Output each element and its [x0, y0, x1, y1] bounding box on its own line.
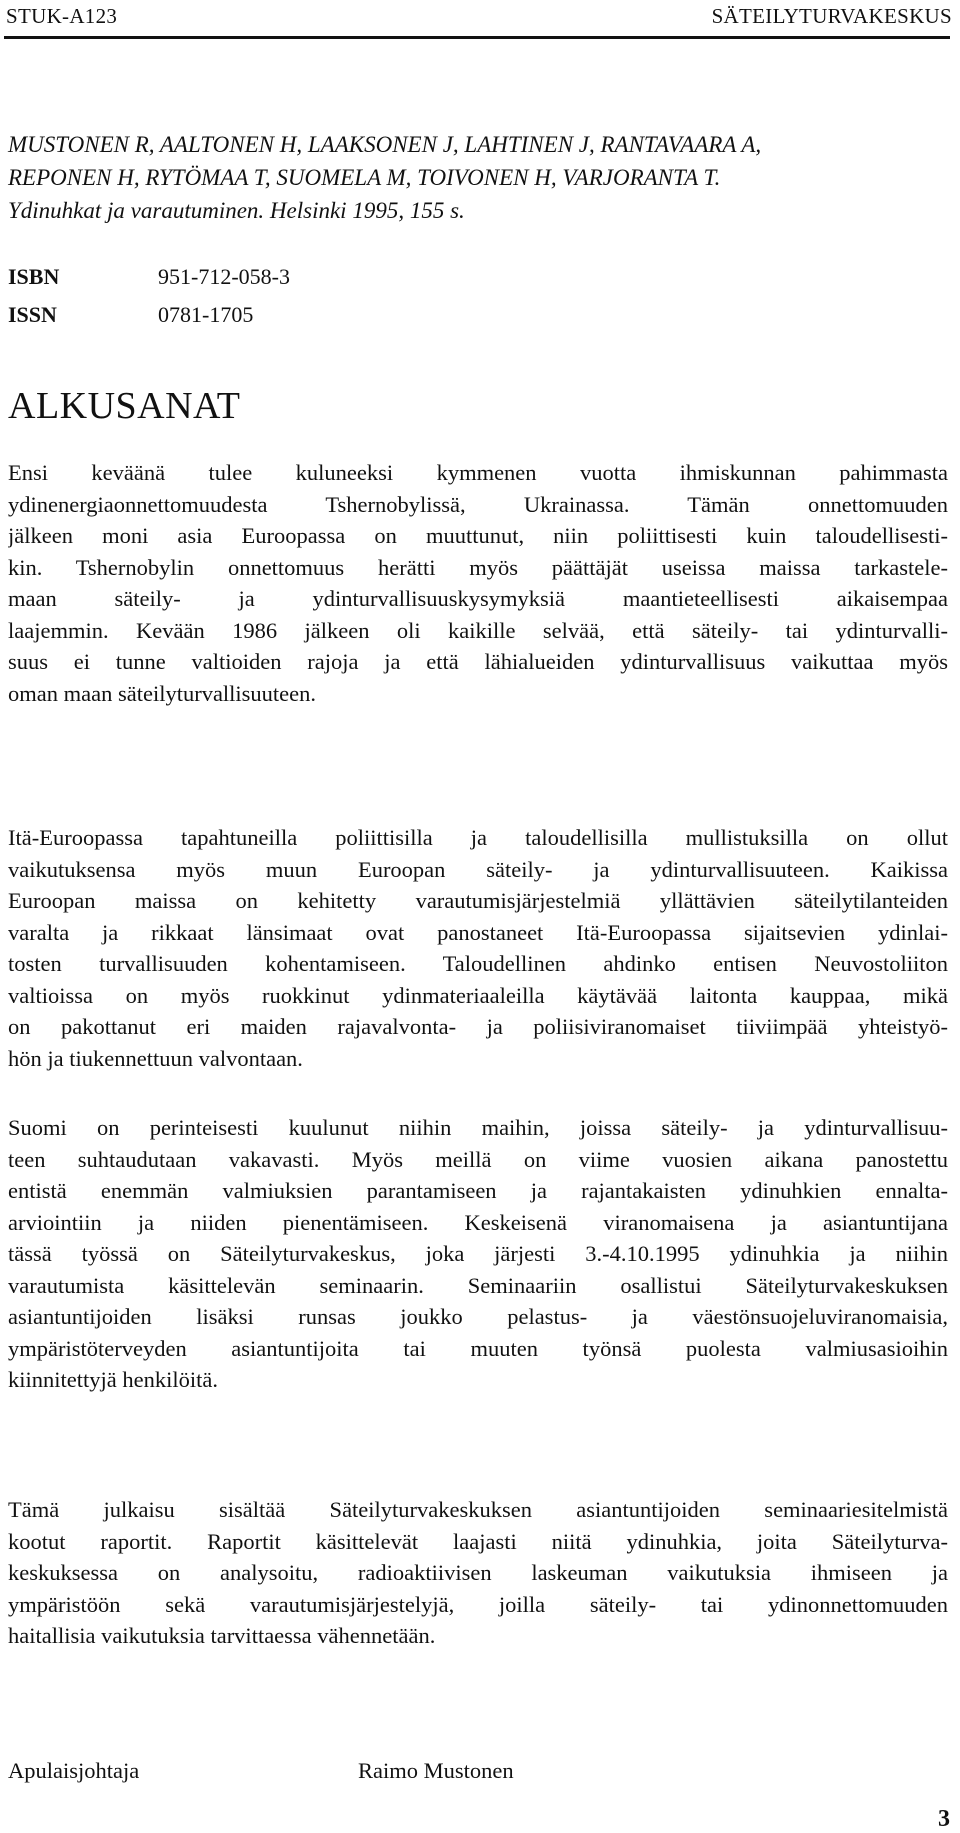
text-line: ydinenergiaonnettomuudesta Tshernobylissä, Ukrainassa. Tämän onnettomuuden [8, 491, 948, 517]
paragraph-3 [8, 1112, 948, 1396]
isbn-row [8, 258, 290, 296]
text-line: varalta ja rikkaat länsimaat ovat panostaneet Itä-Euroopassa sijaitsevien ydinlai- [8, 919, 948, 945]
text-line: haitallisia vaikutuksia tarvittaessa vähennetään. [8, 1623, 436, 1648]
citation-line: REPONEN H, RYTÖMAA T, SUOMELA M, TOIVONEN H, VARJORANTA T. [8, 165, 721, 190]
text-line: ympäristöön sekä varautumisjärjestelyjä, joilla säteily- tai ydinonnettomuuden [8, 1591, 948, 1617]
signatory-title: Apulaisjohtaja [8, 1758, 140, 1783]
text-line: Suomi on perinteisesti kuulunut niihin maihin, joissa säteily- ja ydinturvallisuu- [8, 1115, 948, 1140]
paragraph-2 [8, 822, 948, 1074]
text-line: asiantuntijoiden lisäksi runsas joukko pelastus- ja väestönsuojeluviranomaisia, [8, 1304, 948, 1329]
signatory-name: Raimo Mustonen [358, 1758, 514, 1783]
section-title: ALKUSANAT [8, 385, 241, 427]
citation-line: MUSTONEN R, AALTONEN H, LAAKSONEN J, LAHTINEN J, RANTAVAARA A, [8, 132, 762, 157]
text-line: Itä-Euroopassa tapahtuneilla poliittisilla ja taloudellisilla mullistuksilla on ollut [8, 825, 948, 850]
text-line: tässä työssä on Säteilyturvakeskus, joka järjesti 3.-4.10.1995 ydinuhkia ja niihin [8, 1241, 948, 1266]
issn-value: 0781-1705 [158, 302, 254, 327]
text-line: laajemmin. Kevään 1986 jälkeen oli kaikille selvää, että säteily- tai ydinturvalli- [8, 617, 948, 643]
paragraph-1 [8, 457, 948, 709]
text-line: suus ei tunne valtioiden rajoja ja että lähialueiden ydinturvallisuus vaikuttaa myös [8, 649, 948, 674]
text-line: vaikutuksensa myös muun Euroopan säteily- ja ydinturvallisuuteen. Kaikissa [8, 856, 948, 882]
text-line: kin. Tshernobylin onnettomuus herätti myös päättäjät useissa maissa tarkastele- [8, 554, 948, 580]
text-line: maan säteily- ja ydinturvallisuuskysymyksiä maantieteellisesti aikaisempaa [8, 586, 948, 611]
citation-line: Ydinuhkat ja varautuminen. Helsinki 1995, 155 s. [8, 198, 465, 223]
text-line: tosten turvallisuuden kohentamiseen. Taloudellinen ahdinko entisen Neuvostoliiton [8, 951, 948, 976]
isbn-label: ISBN [8, 264, 60, 289]
text-line: varautumista käsittelevän seminaarin. Seminaariin osallistui Säteilyturvakeskuksen [8, 1272, 948, 1298]
text-line: valtioissa on myös ruokkinut ydinmateriaaleilla käytävää laitonta kauppaa, mikä [8, 982, 948, 1008]
text-line: entistä enemmän valmiuksien parantamiseen ja rajantakaisten ydinuhkien ennalta- [8, 1178, 948, 1203]
isbn-value: 951-712-058-3 [158, 264, 290, 289]
issn-row [8, 296, 290, 334]
header-rule [4, 36, 950, 39]
text-line: ympäristöterveyden asiantuntijoita tai muuten työnsä puolesta valmiusasioihin [8, 1335, 948, 1361]
text-line: on pakottanut eri maiden rajavalvonta- ja poliisiviranomaiset tiiviimpää yhteistyö- [8, 1014, 948, 1039]
text-line: teen suhtaudutaan vakavasti. Myös meillä on viime vuosien aikana panostettu [8, 1146, 948, 1172]
bibliographic-citation [8, 128, 948, 227]
text-line: kootut raportit. Raportit käsittelevät laajasti niitä ydinuhkia, joita Säteilyturva- [8, 1528, 948, 1554]
text-line: arviointiin ja niiden pienentämiseen. Keskeisenä viranomaisena ja asiantuntijana [8, 1209, 948, 1235]
text-line: Tämä julkaisu sisältää Säteilyturvakeskuksen asiantuntijoiden seminaariesitelmistä [8, 1497, 948, 1522]
paragraph-4 [8, 1494, 948, 1652]
text-line: oman maan säteilyturvallisuuteen. [8, 680, 317, 706]
text-line: Ensi keväänä tulee kuluneeksi kymmenen vuotta ihmiskunnan pahimmasta [8, 460, 948, 485]
text-line: jälkeen moni asia Euroopassa on muuttunut, niin poliittisesti kuin taloudellisesti- [8, 523, 948, 548]
text-line: hön ja tiukennettuun valvontaan. [8, 1045, 303, 1071]
text-line: kiinnitettyjä henkilöitä. [8, 1367, 218, 1392]
text-line: Euroopan maissa on kehitetty varautumisjärjestelmiä yllättävien säteilytilanteiden [8, 888, 948, 913]
issn-label: ISSN [8, 302, 57, 327]
report-code: STUK-A123 [6, 4, 118, 28]
page-number: 3 [938, 1806, 950, 1832]
identifiers [8, 258, 290, 334]
text-line: keskuksessa on analysoitu, radioaktiivisen laskeuman vaikutuksia ihmiseen ja [8, 1560, 948, 1585]
publisher-name: SÄTEILYTURVAKESKUS [711, 4, 952, 28]
